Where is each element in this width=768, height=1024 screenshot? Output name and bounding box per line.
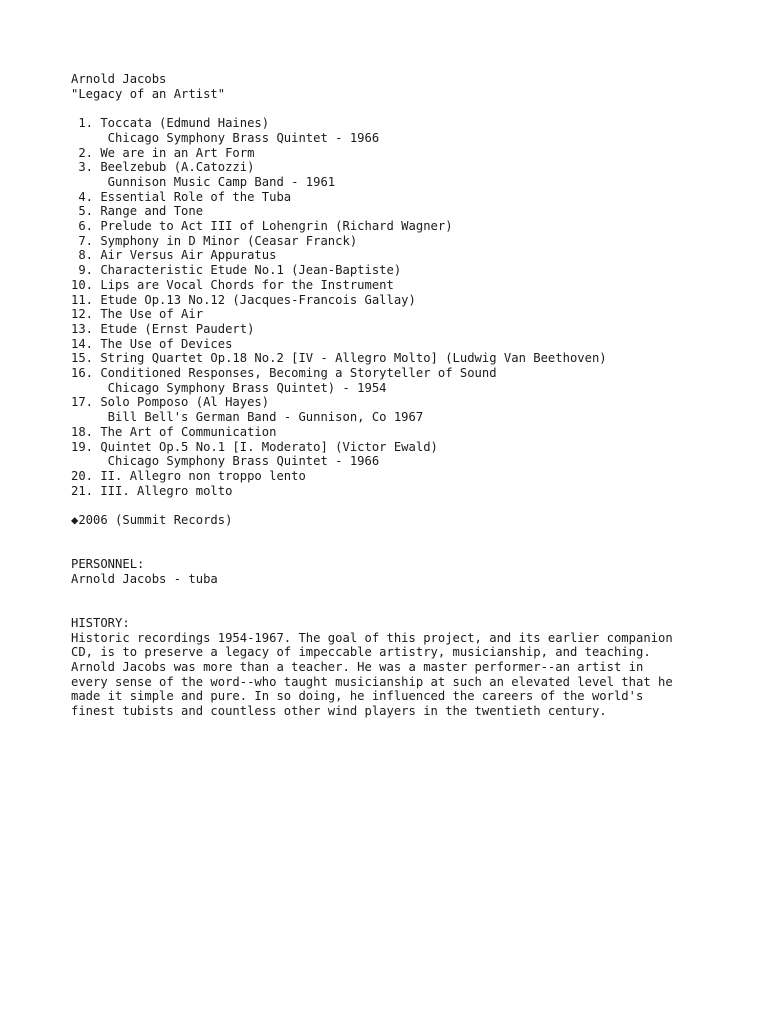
document-page [71, 72, 731, 719]
track-line: Chicago Symphony Brass Quintet) - 1954 [71, 380, 387, 395]
track-line: 15. String Quartet Op.18 No.2 [IV - Allegro Molto] (Ludwig Van Beethoven) [71, 351, 607, 366]
track-line: 13. Etude (Ernst Paudert) [71, 321, 255, 336]
history-heading: HISTORY: [71, 615, 130, 630]
track-line: 10. Lips are Vocal Chords for the Instrument [71, 277, 394, 292]
personnel-entry: Arnold Jacobs - tuba [71, 571, 218, 586]
personnel-heading: PERSONNEL: [71, 557, 145, 572]
track-line: 12. The Use of Air [71, 307, 204, 322]
track-line: 20. II. Allegro non troppo lento [71, 468, 306, 483]
track-line: 6. Prelude to Act III of Lohengrin (Richard Wagner) [71, 219, 453, 234]
track-line: 19. Quintet Op.5 No.1 [I. Moderato] (Victor Ewald) [71, 439, 438, 454]
history-text: Historic recordings 1954-1967. The goal of this project, and its earlier companion CD, is to preserve a legacy of impeccable artistry, musicianship, and teaching. Arnold Jacobs was more than a teacher. He was a master performer--an artist in every sense of the word--who taught musicianship at such an elevated level that he made it simple and pure. In so doing, he influenced the careers of the world's finest tubists and countless other wind players in the twentieth century. [71, 630, 673, 719]
track-list [71, 116, 731, 498]
album-title: "Legacy of an Artist" [71, 86, 226, 101]
blank-line [71, 528, 731, 543]
blank-line [71, 542, 731, 557]
track-line: 1. Toccata (Edmund Haines) [71, 116, 270, 131]
track-line: 16. Conditioned Responses, Becoming a Storyteller of Sound [71, 366, 497, 381]
blank-line [71, 498, 731, 513]
track-line: Gunnison Music Camp Band - 1961 [71, 174, 336, 189]
track-line: 21. III. Allegro molto [71, 483, 233, 498]
blank-line [71, 601, 731, 616]
track-line: Chicago Symphony Brass Quintet - 1966 [71, 454, 380, 469]
track-line: 2. We are in an Art Form [71, 145, 255, 160]
track-line: 4. Essential Role of the Tuba [71, 189, 292, 204]
track-line: 18. The Art of Communication [71, 424, 277, 439]
track-line: 8. Air Versus Air Appuratus [71, 248, 277, 263]
track-line: 7. Symphony in D Minor (Ceasar Franck) [71, 233, 358, 248]
track-line: Chicago Symphony Brass Quintet - 1966 [71, 130, 380, 145]
track-line: 9. Characteristic Etude No.1 (Jean-Baptiste) [71, 263, 402, 278]
blank-line [71, 587, 731, 602]
track-line: 5. Range and Tone [71, 204, 204, 219]
track-line: 17. Solo Pomposo (Al Hayes) [71, 395, 270, 410]
track-line: Bill Bell's German Band - Gunnison, Co 1967 [71, 410, 424, 425]
track-line: 3. Beelzebub (A.Catozzi) [71, 160, 255, 175]
release-info: ◆2006 (Summit Records) [71, 513, 233, 528]
track-line: 11. Etude Op.13 No.12 (Jacques-Francois Gallay) [71, 292, 416, 307]
artist-name: Arnold Jacobs [71, 72, 167, 86]
track-line: 14. The Use of Devices [71, 336, 233, 351]
blank-line [71, 101, 731, 116]
